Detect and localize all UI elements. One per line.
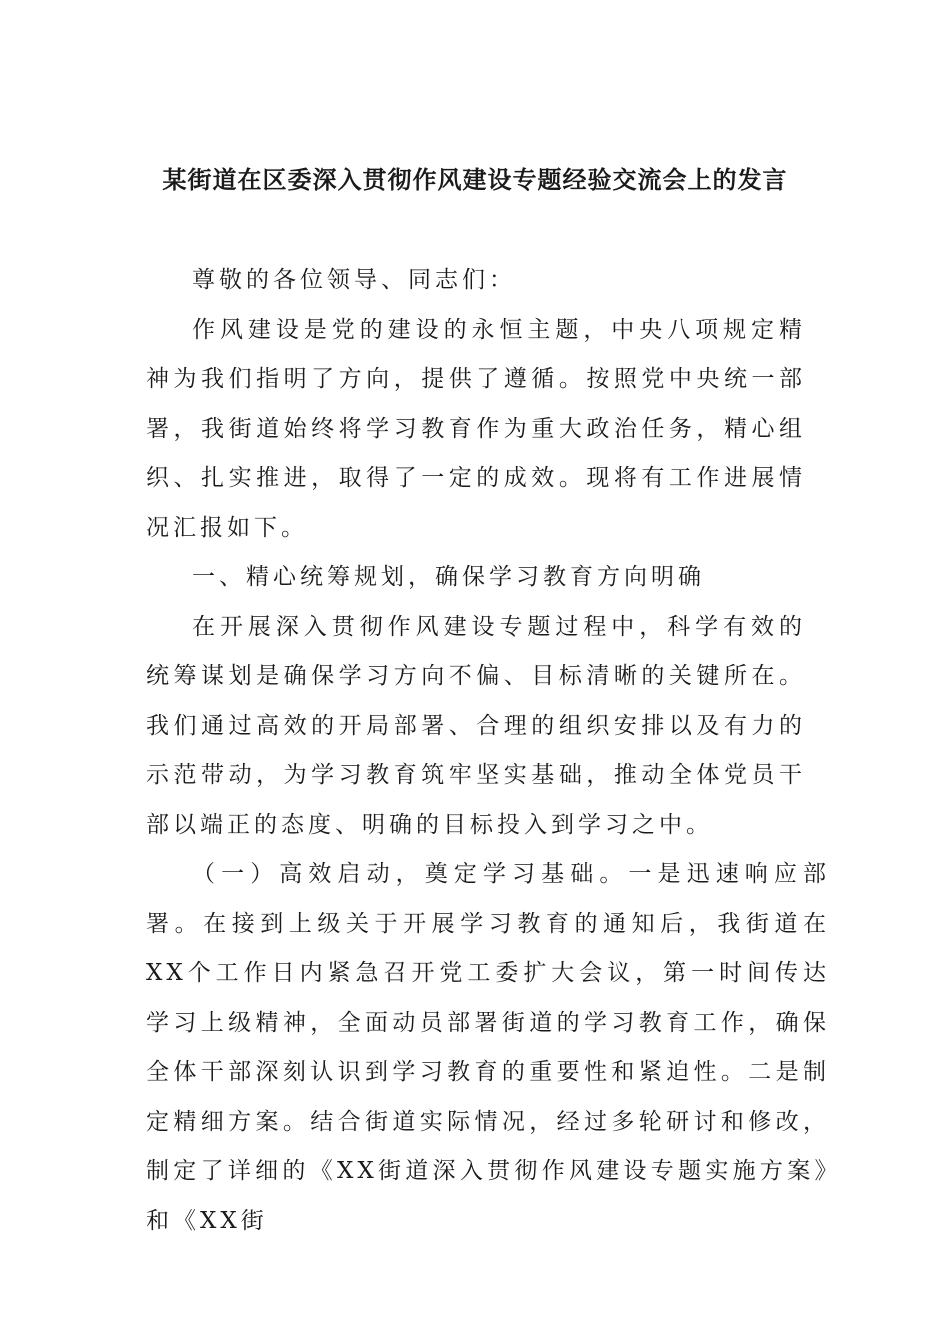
salutation: 尊敬的各位领导、同志们： xyxy=(192,267,516,293)
subsection-paragraph: （一）高效启动，奠定学习基础。一是迅速响应部署。在接到上级关于开展学习教育的通知后，我街道在XX个工作日内紧急召开党工委扩大会议，第一时间传达学习上级精神，全面动员部署街道的学习教育工作，确保全体干部深刻认识到学习教育的重要性和紧迫性。二是制定精细方案。结合街道实际情况，经过多轮研讨和修改，制定了详细的《XX街道深入贯彻作风建设专题实施方案》和《XX街 xyxy=(146,861,830,1234)
section-heading: 一、精心统筹规划，确保学习教育方向明确 xyxy=(192,564,705,590)
section-paragraph: 在开展深入贯彻作风建设专题过程中，科学有效的统筹谋划是确保学习方向不偏、目标清晰的关键所在。我们通过高效的开局部署、合理的组织安排以及有力的示范带动，为学习教育筑牢坚实基础，推动全体党员干部以端正的态度、明确的目标投入到学习之中。 xyxy=(146,613,806,838)
intro-paragraph: 作风建设是党的建设的永恒主题，中央八项规定精神为我们指明了方向，提供了遵循。按照党中央统一部署，我街道始终将学习教育作为重大政治任务，精心组织、扎实推进，取得了一定的成效。现将有工作进展情况汇报如下。 xyxy=(146,316,806,541)
document-title: 某街道在区委深入贯彻作风建设专题经验交流会上的发言 xyxy=(162,165,788,194)
document-body xyxy=(146,256,830,1246)
